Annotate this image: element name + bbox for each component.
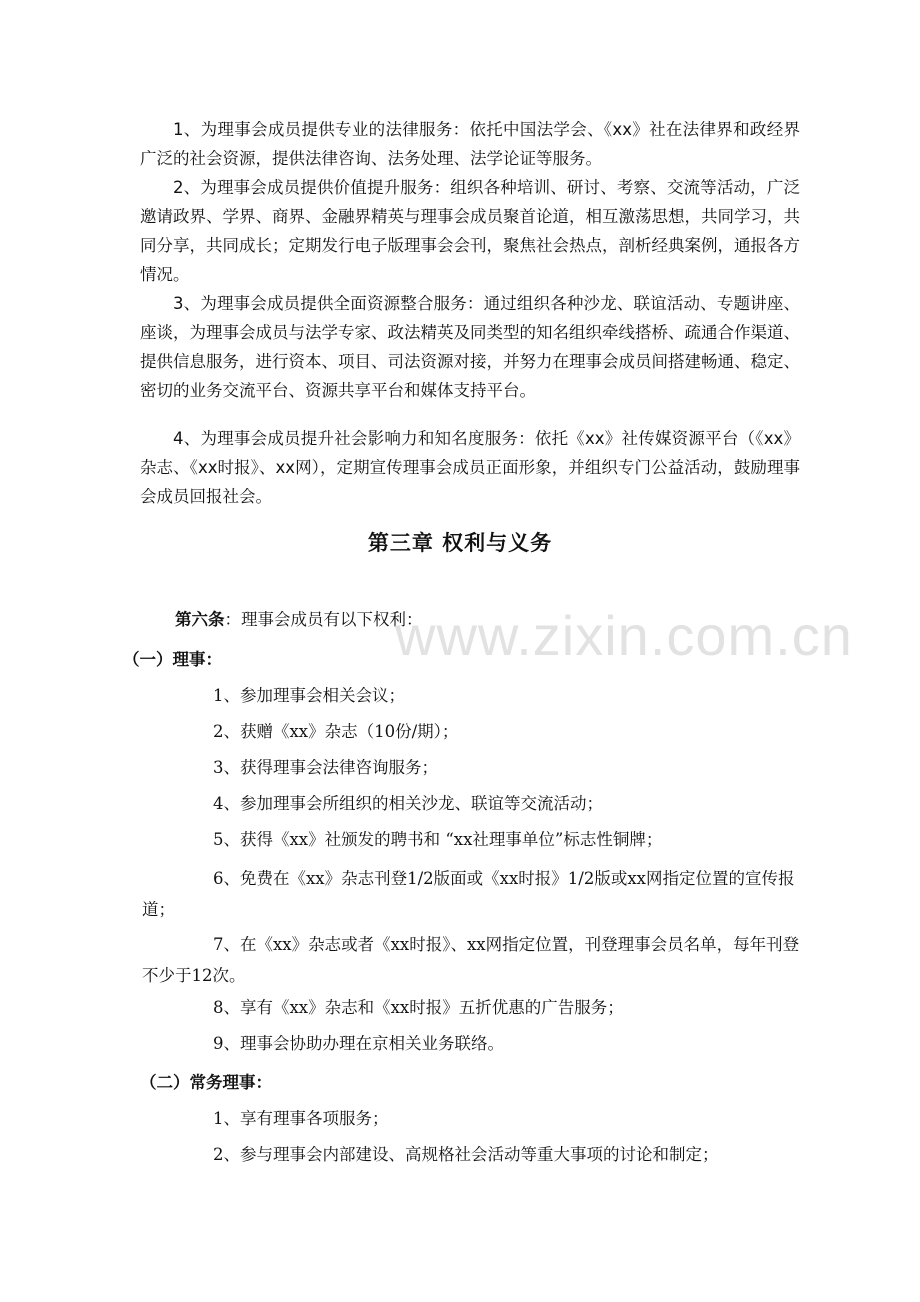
- list-item: 8、享有《xx》杂志和《xx时报》五折优惠的广告服务；: [213, 998, 624, 1017]
- article-six: [175, 605, 423, 634]
- list-item-text: 6、免费在《xx》杂志刊登1/2版面或《xx时报》1/2版或xx网指定位置的宣传报道；: [142, 869, 795, 919]
- list-item: 9、理事会协助办理在京相关业务联络。: [213, 1034, 504, 1053]
- list-item: 1、享有理事各项服务；: [213, 1109, 389, 1128]
- list-item: [142, 863, 802, 925]
- chapter-title: 第三章 权利与义务: [367, 531, 553, 555]
- list-item: 3、获得理事会法律咨询服务；: [213, 758, 438, 777]
- intro-paragraph-1: 1、为理事会成员提供专业的法律服务：依托中国法学会、《xx》社在法律界和政经界广泛的社会资源，提供法律咨询、法务处理、法学论证等服务。: [140, 120, 800, 168]
- section-heading-standing-director: （二）常务理事：: [140, 1073, 272, 1092]
- watermark: www.zixin.com.cn: [395, 604, 853, 667]
- list-item: 4、参加理事会所组织的相关沙龙、联谊等交流活动；: [213, 794, 603, 813]
- list-item: 2、获赠《xx》杂志（10份/期）；: [213, 722, 459, 741]
- article-label: 第六条: [175, 610, 225, 629]
- intro-paragraph-3: 3、为理事会成员提供全面资源整合服务：通过组织各种沙龙、联谊活动、专题讲座、座谈，为理事会成员与法学专家、政法精英及同类型的知名组织牵线搭桥、疏通合作渠道、提供信息服务，进行资本、项目、司法资源对接，并努力在理事会成员间搭建畅通、稳定、密切的业务交流平台、资源共享平台和媒体支持平台。: [140, 294, 800, 400]
- list-item: 2、参与理事会内部建设、高规格社会活动等重大事项的讨论和制定；: [213, 1145, 719, 1164]
- intro-paragraph-2: 2、为理事会成员提供价值提升服务：组织各种培训、研讨、考察、交流等活动，广泛邀请政界、学界、商界、金融界精英与理事会成员聚首论道，相互激荡思想，共同学习，共同分享，共同成长；定期发行电子版理事会会刊，聚焦社会热点，剖析经典案例，通报各方情况。: [140, 178, 800, 284]
- list-item-text: 7、在《xx》杂志或者《xx时报》、xx网指定位置，刊登理事会员名单，每年刊登不少于12次。: [142, 935, 800, 985]
- intro-paragraph-4: 4、为理事会成员提升社会影响力和知名度服务：依托《xx》社传媒资源平台（《xx》杂志、《xx时报》、xx网），定期宣传理事会成员正面形象，并组织专门公益活动，鼓励理事会成员回报社会。: [140, 429, 800, 506]
- article-text: ：理事会成员有以下权利：: [224, 610, 423, 629]
- list-item: 1、参加理事会相关会议；: [213, 686, 405, 705]
- section-heading-director: （一）理事：: [123, 650, 222, 669]
- list-item: 5、获得《xx》社颁发的聘书和 “xx社理事单位”标志性铜牌；: [213, 830, 663, 849]
- list-item: [142, 929, 802, 991]
